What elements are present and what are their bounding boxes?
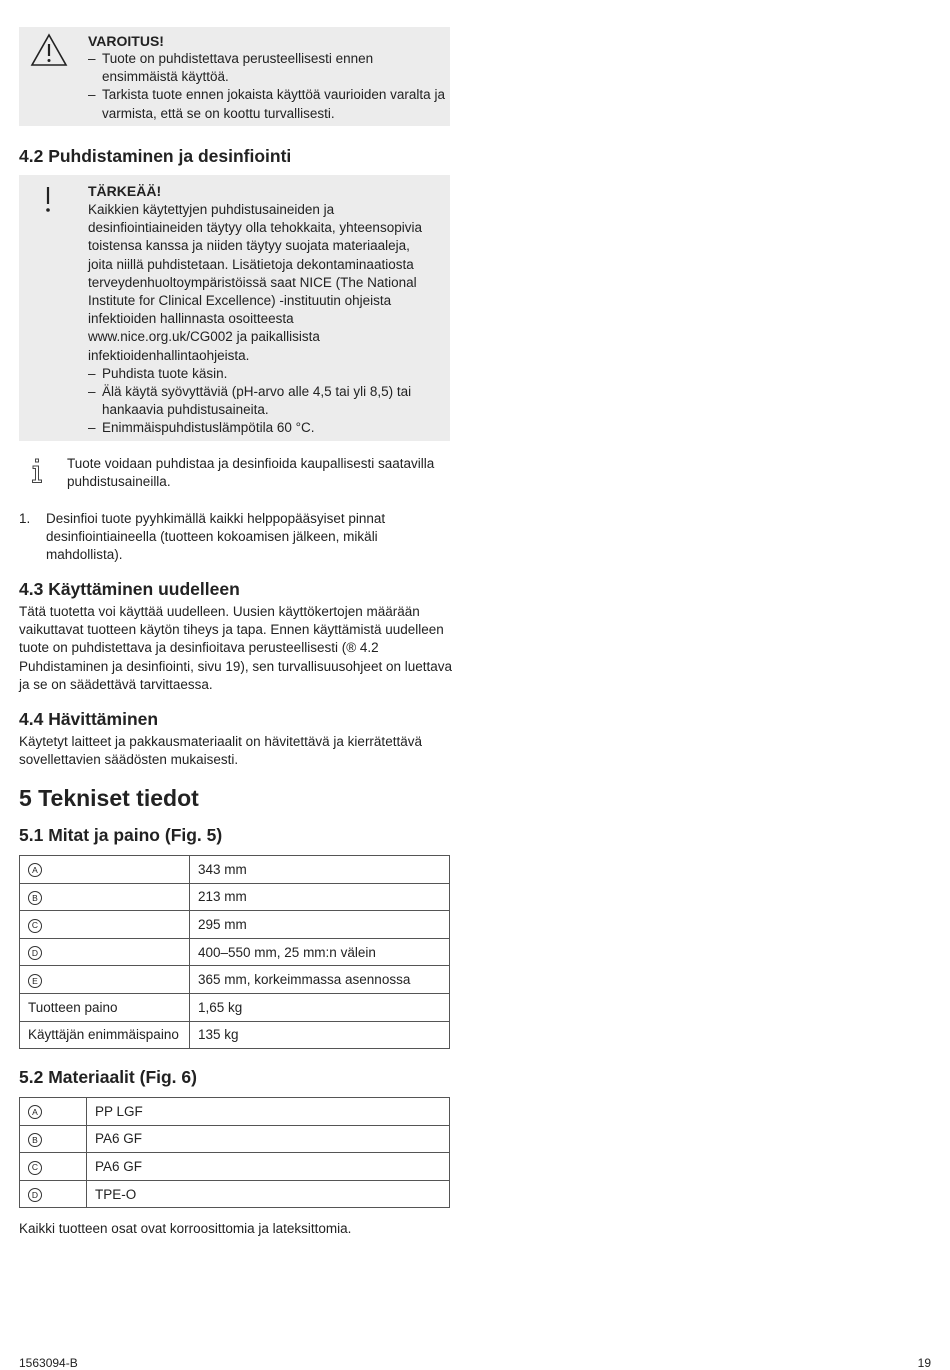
table-cell-value: PA6 GF [87,1125,450,1153]
table-cell-label [20,911,190,939]
table-row [20,856,450,884]
warning-item: – Tuote on puhdistettava perusteellisesti ennen ensimmäistä käyttöä. [88,50,448,86]
materials-note: Kaikki tuotteen osat ovat korroosittomia ja lateksittomia. [19,1221,352,1236]
label-a-circled: A [28,1105,42,1119]
label-b-circled: B [28,891,42,905]
dimensions-table [19,855,450,1049]
table-cell-label: Käyttäjän enimmäispaino [20,1021,190,1049]
table-cell-label [20,966,190,994]
table-cell-value: 295 mm [190,911,450,939]
important-title: TÄRKEÄÄ! [88,183,162,199]
section-4-4-text: Käytetyt laitteet ja pakkausmateriaalit on hävitettävä ja kierrätettävä sovellettavien säädösten mukaisesti. [19,734,422,768]
table-cell-value: TPE-O [87,1180,450,1208]
table-cell-value: 343 mm [190,856,450,884]
table-cell-label [20,1180,87,1208]
important-item: – Puhdista tuote käsin. [88,365,438,383]
table-cell-label [20,1098,87,1126]
table-row [20,993,450,1021]
page-number: 19 [917,1356,931,1370]
table-cell-label [20,1125,87,1153]
section-4-4-heading: 4.4 Hävittäminen [19,709,159,729]
important-item: – Enimmäispuhdistuslämpötila 60 °C. [88,419,438,437]
important-text: Kaikkien käytettyjen puhdistusaineiden ja desinfiointiaineiden täytyy olla tehokkaita, yhteensopivia toistensa kanssa ja niiden täytyy suojata materiaaleja, joita niillä puhdistetaan. Lisätietoja dekontaminaatiosta terveydenhuoltoympäristöissä saat NICE (The National Institute for Clinical Excellence) -instituutin ohjeista infektioiden hallinnasta osoitteesta www.nice.org.uk/CG002 ja paikallisista infektioidenhallintaohjeista. [88,202,422,363]
label-d-circled: D [28,946,42,960]
warning-triangle-icon [30,33,68,67]
section-5-heading: 5 Tekniset tiedot [19,785,199,811]
section-5-1-heading: 5.1 Mitat ja paino (Fig. 5) [19,825,223,845]
label-e-circled: E [28,974,42,988]
label-a-circled: A [28,863,42,877]
table-row [20,1180,450,1208]
table-cell-value: 135 kg [190,1021,450,1049]
warning-item: – Tarkista tuote ennen jokaista käyttöä vaurioiden varalta ja varmista, että se on koottu turvallisesti. [88,86,448,122]
table-cell-value: 213 mm [190,883,450,911]
info-icon [30,458,44,484]
label-d-circled: D [28,1188,42,1202]
warning-box [19,27,450,126]
important-body [88,201,438,438]
table-cell-label [20,883,190,911]
important-item: – Älä käytä syövyttäviä (pH-arvo alle 4,5 tai yli 8,5) tai hankaavia puhdistusaineita. [88,383,438,419]
info-note: Tuote voidaan puhdistaa ja desinfioida kaupallisesti saatavilla puhdistusaineilla. [67,456,435,490]
important-box [19,175,450,441]
table-row [20,938,450,966]
step-number: 1. [19,511,31,526]
table-cell-value: 1,65 kg [190,993,450,1021]
table-row [20,1098,450,1126]
table-cell-value: 365 mm, korkeimmassa asennossa [190,966,450,994]
section-4-3-heading: 4.3 Käyttäminen uudelleen [19,579,240,599]
label-c-circled: C [28,919,42,933]
step-text: Desinfioi tuote pyyhkimällä kaikki helppopääsyiset pinnat desinfiointiaineella (tuotteen kokoamisen jälkeen, mikäli mahdollista). [46,511,386,563]
table-cell-label: Tuotteen paino [20,993,190,1021]
section-4-2-heading: 4.2 Puhdistaminen ja desinfiointi [19,146,292,166]
table-row [20,966,450,994]
warning-title: VAROITUS! [88,33,164,49]
table-cell-label [20,938,190,966]
label-c-circled: C [28,1161,42,1175]
table-cell-value: 400–550 mm, 25 mm:n välein [190,938,450,966]
doc-number: 1563094-B [19,1356,78,1370]
table-cell-value: PA6 GF [87,1153,450,1181]
table-cell-label [20,1153,87,1181]
table-row [20,1153,450,1181]
table-row [20,1021,450,1049]
table-row [20,911,450,939]
table-cell-label [20,856,190,884]
materials-table [19,1097,450,1208]
warning-list [88,50,448,123]
section-5-2-heading: 5.2 Materiaalit (Fig. 6) [19,1067,197,1087]
section-4-3-text: Tätä tuotetta voi käyttää uudelleen. Uusien käyttökertojen määrään vaikuttavat tuotteen käytön tiheys ja tapa. Ennen käyttämistä uudelleen tuote on puhdistettava ja desinfioitava perusteellisesti (® 4.2 Puhdistaminen ja desinfiointi, sivu 19), sen turvallisuusohjeet on luettava ja se on säädettävä tarvittaessa. [19,604,453,692]
exclamation-icon [43,185,53,213]
label-b-circled: B [28,1133,42,1147]
table-cell-value: PP LGF [87,1098,450,1126]
table-row [20,883,450,911]
table-row [20,1125,450,1153]
